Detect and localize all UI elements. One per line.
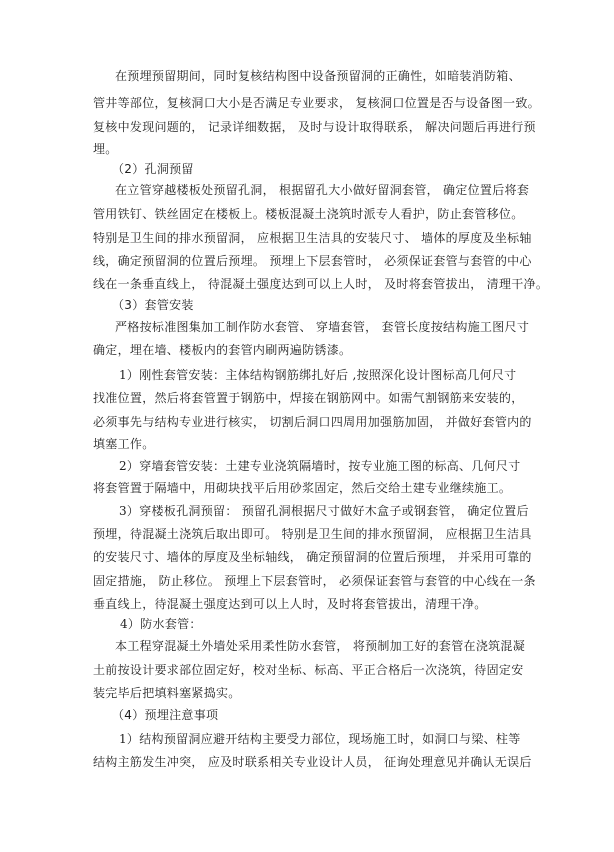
paragraph-line: 垂直线上，待混凝土强度达到可以上人时，及时将套管拔出，清理干净。	[93, 597, 487, 611]
paragraph-line: 1）结构预留洞应避开结构主要受力部位，现场施工时，如洞口与梁、柱等	[119, 732, 521, 746]
paragraph-line: 4）防水套管：	[120, 617, 202, 631]
paragraph-line: 1）刚性套管安装：主体结构钢筋绑扎好后 ,按照深化设计图标高几何尺寸	[119, 368, 517, 382]
paragraph-line: 找准位置，然后将套管置于钢筋中，焊接在钢筋网中。如需气割钢筋来安装的，	[93, 391, 524, 405]
paragraph-line: 3）穿楼板孔洞预留： 预留孔洞根据尺寸做好木盒子或钢套管， 确定位置后	[119, 504, 529, 518]
paragraph-line: 在立管穿越楼板处预留孔洞， 根据留孔大小做好留洞套管， 确定位置后将套	[115, 183, 530, 197]
paragraph-line: 必须事先与结构专业进行核实， 切割后洞口四周用加强筋加固， 并做好套管内的	[93, 415, 532, 429]
paragraph-line: 埋。	[93, 142, 118, 156]
section-heading: （2）孔洞预留	[112, 162, 194, 176]
paragraph-line: 固定措施， 防止移位。 预埋上下层套管时， 必须保证套管与套管的中心线在一条	[93, 574, 536, 588]
paragraph-line: 特别是卫生间的排水预留洞， 应根据卫生洁具的安装尺寸、 墙体的厚度及坐标轴	[93, 231, 532, 245]
paragraph-line: 线，确定预留洞的位置后预埋。 预埋上下层套管时， 必须保证套管与套管的中心	[93, 254, 532, 268]
paragraph-line: 结构主筋发生冲突， 应及时联系相关专业设计人员， 征询处理意见并确认无误后	[93, 755, 532, 769]
paragraph-line: 预埋，待混凝土浇筑后取出即可。 特别是卫生间的排水预留洞， 应根据卫生洁具	[93, 527, 532, 541]
section-heading: （3）套管安装	[112, 298, 194, 312]
paragraph-line: 在预埋预留期间，同时复核结构图中设备预留洞的正确性，如暗装消防箱、	[115, 69, 521, 83]
paragraph-line: 2）穿墙套管安装：土建专业浇筑隔墙时，按专业施工图的标高、几何尺寸	[119, 459, 521, 473]
paragraph-line: 确定，埋在墙、楼板内的套管内刷两遍防锈漆。	[93, 343, 352, 357]
paragraph-line: 管井等部位，复核洞口大小是否满足专业要求， 复核洞口位置是否与设备图一致。	[93, 96, 540, 110]
paragraph-line: 土前按设计要求部位固定好，校对坐标、标高、平正合格后一次浇筑，待固定安	[93, 663, 524, 677]
section-heading: （4）预埋注意事项	[112, 708, 219, 722]
paragraph-line: 填塞工作。	[93, 437, 155, 451]
paragraph-line: 装完毕后把填料塞紧捣实。	[93, 686, 241, 700]
paragraph-line: 将套管置于隔墙中，用砌块找平后用砂浆固定，然后交给土建专业继续施工。	[93, 481, 512, 495]
paragraph-line: 线在一条垂直线上， 待混凝土强度达到可以上人时， 及时将套管拔出， 清理干净。	[93, 277, 549, 291]
paragraph-line: 本工程穿混凝土外墙处采用柔性防水套管， 将预制加工好的套管在浇筑混凝	[115, 639, 526, 653]
paragraph-line: 的安装尺寸、墙体的厚度及坐标轴线， 确定预留洞的位置后预埋， 并采用可靠的	[93, 550, 532, 564]
paragraph-line: 严格按标准图集加工制作防水套管、 穿墙套管， 套管长度按结构施工图尺寸	[115, 320, 530, 334]
paragraph-line: 管用铁钉、铁丝固定在楼板上。楼板混凝土浇筑时派专人看护，防止套管移位。	[93, 207, 524, 221]
paragraph-line: 复核中发现问题的， 记录详细数据， 及时与设计取得联系， 解决问题后再进行预	[93, 120, 536, 134]
